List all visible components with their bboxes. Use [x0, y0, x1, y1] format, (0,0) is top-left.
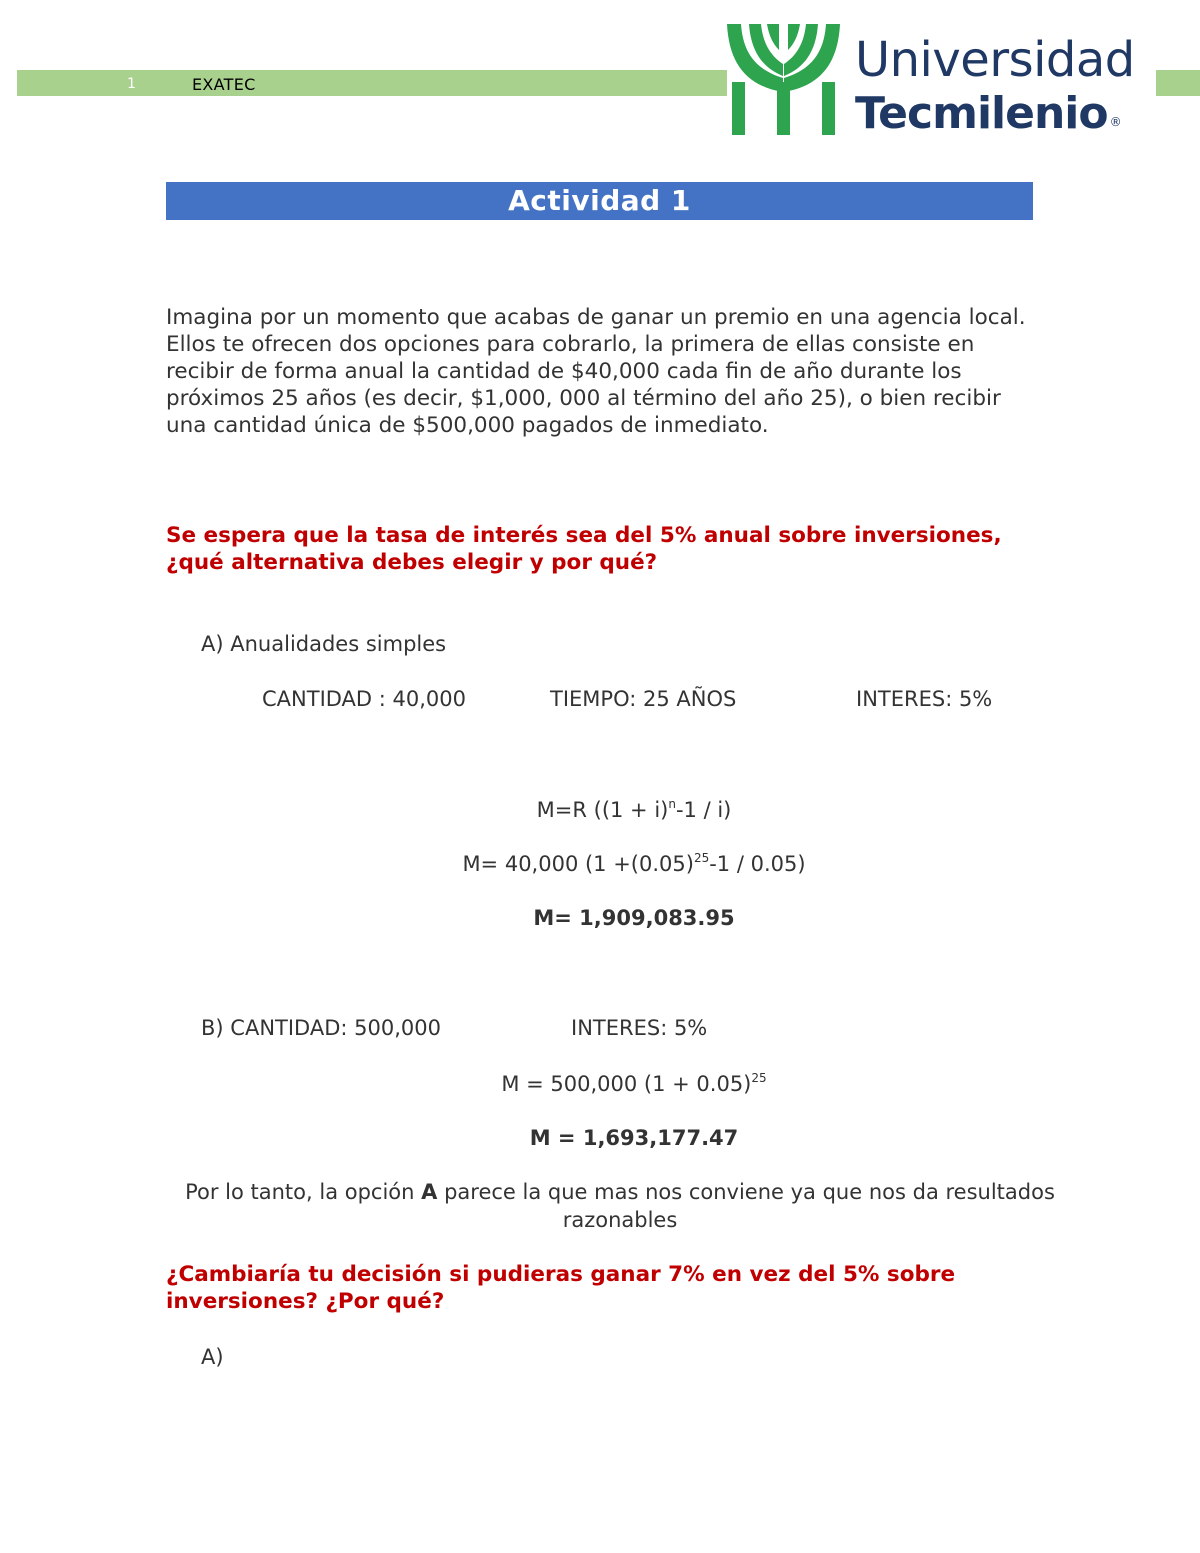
option-b-formula: M = 500,000 $(1 + 0.05)^{25}$: [501, 1071, 767, 1096]
option-a-tiempo: TIEMPO: 25 AÑOS: [550, 687, 737, 711]
option-a-interes: INTERES: 5%: [856, 687, 993, 711]
option-a-result: M= 1,909,083.95: [533, 906, 735, 930]
conclusion-paragraph: Por lo tanto, la opción A parece la que mas nos conviene ya que nos da resultados razonables: [185, 1180, 1055, 1232]
intro-paragraph: Imagina por un momento que acabas de ganar un premio en una agencia local. Ellos te ofrecen dos opciones para cobrarlo, la primera de ellas consiste en recibir de forma anual la cantidad de $40,000 cada fin de año durante los próximos 25 años (es decir, $1,000, 000 al término del año 25), o bien recibir una cantidad única de $500,000 pagados de inmediato.: [166, 305, 1026, 438]
registered-mark: ®: [1109, 115, 1121, 129]
option-a-formula: M=R $((1 + i)^n-1 / i)$: [536, 797, 732, 822]
option-b-result: M = 1,693,177.47: [529, 1126, 739, 1150]
header-label: EXATEC: [192, 75, 256, 94]
logo-text-universidad: Universidad: [855, 32, 1135, 88]
page-title: Actividad 1: [166, 182, 1033, 220]
question-2: ¿Cambiaría tu decisión si pudieras ganar 7% en vez del 5% sobre inversiones? ¿Por qué?: [166, 1262, 956, 1314]
page-number: 1: [127, 76, 136, 92]
question-1: Se espera que la tasa de interés sea del 5% anual sobre inversiones, ¿qué alternativa debes elegir y por qué?: [166, 523, 1002, 575]
header-band-left: [17, 70, 727, 96]
university-logo: [727, 20, 1172, 140]
option-a-substitution: M= 40,000 $(1 +(0.05)^{25}-1 / 0.05)$: [462, 851, 806, 876]
option-a-marker: A): [201, 632, 224, 656]
option-b-interes: INTERES: 5%: [571, 1016, 708, 1040]
option-a-heading: A) Anualidades simples: [201, 632, 447, 656]
logo-text-tecmilenio: Tecmilenio ®: [855, 88, 1121, 139]
option-a-cantidad: CANTIDAD : 40,000: [262, 687, 467, 711]
tecmilenio-logo-icon: [727, 20, 842, 138]
answer-2-marker: A): [201, 1345, 224, 1369]
option-b-marker: B): [201, 1016, 224, 1040]
option-b-cantidad: B) CANTIDAD: 500,000: [201, 1016, 441, 1040]
